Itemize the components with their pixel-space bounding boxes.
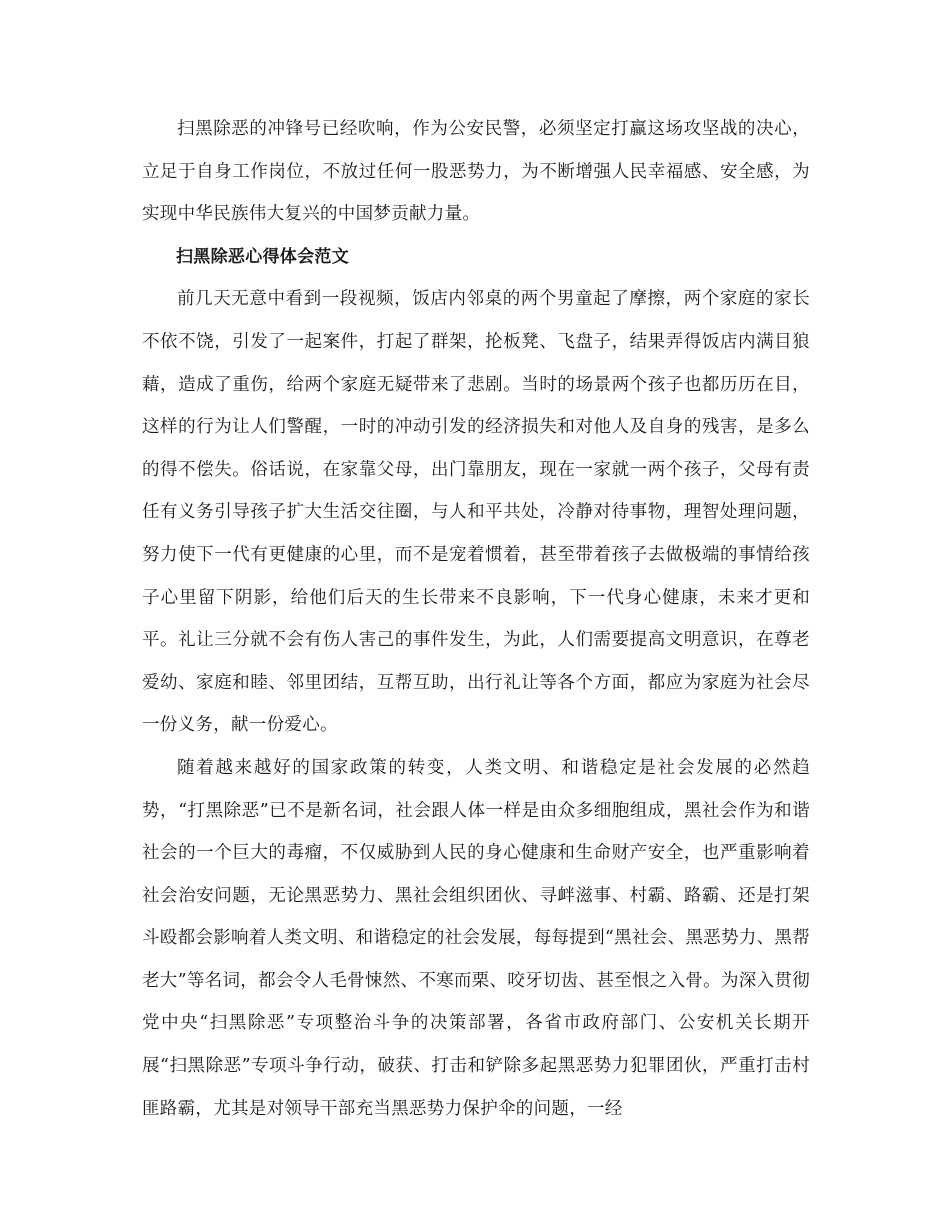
body-paragraph: 随着越来越好的国家政策的转变，人类文明、和谐稳定是社会发展的必然趋势，“打黑除恶”已不是新名词，社会跟人体一样是由众多细胞组成，黑社会作为和谐社会的一个巨大的毒瘤，不仅威胁到人民的身心健康和生命财产安全，也严重影响着社会治安问题，无论黑恶势力、黑社会组织团伙、寻衅滋事、村霸、路霸、还是打架斗殴都会影响着人类文明、和谐稳定的社会发展，每每提到“黑社会、黑恶势力、黑帮老大”等名词，都会令人毛骨悚然、不寒而栗、咬牙切齿、甚至恨之入骨。为深入贯彻党中央“扫黑除恶”专项整治斗争的决策部署，各省市政府部门、公安机关长期开展“扫黑除恶”专项斗争行动，破获、打击和铲除多起黑恶势力犯罪团伙，严重打击村匪路霸，尤其是对领导干部充当黑恶势力保护伞的问题，一经	[142, 757, 810, 1119]
section-heading: 扫黑除恶心得体会范文	[176, 246, 349, 267]
body-paragraph: 扫黑除恶的冲锋号已经吹响，作为公安民警，必须坚定打赢这场攻坚战的决心，立足于自身工作岗位，不放过任何一股恶势力，为不断增强人民幸福感、安全感，为实现中华民族伟大复兴的中国梦贡献力量。	[142, 119, 810, 225]
body-paragraph: 前几天无意中看到一段视频，饭店内邻桌的两个男童起了摩擦，两个家庭的家长不依不饶，引发了一起案件，打起了群架，抡板凳、飞盘子，结果弄得饭店内满目狼藉，造成了重伤，给两个家庭无疑带来了悲剧。当时的场景两个孩子也都历历在目，这样的行为让人们警醒，一时的冲动引发的经济损失和对他人及自身的残害，是多么的得不偿失。俗话说，在家靠父母，出门靠朋友，现在一家就一两个孩子，父母有责任有义务引导孩子扩大生活交往圈，与人和平共处，冷静对待事物，理智处理问题，努力使下一代有更健康的心里，而不是宠着惯着，甚至带着孩子去做极端的事情给孩子心里留下阴影，给他们后天的生长带来不良影响，下一代身心健康，未来才更和平。礼让三分就不会有伤人害己的事件发生，为此，人们需要提高文明意识，在尊老爱幼、家庭和睦、邻里团结，互帮互助，出行礼让等各个方面，都应为家庭为社会尽一份义务，献一份爱心。	[142, 289, 810, 736]
document-page	[142, 108, 810, 1130]
